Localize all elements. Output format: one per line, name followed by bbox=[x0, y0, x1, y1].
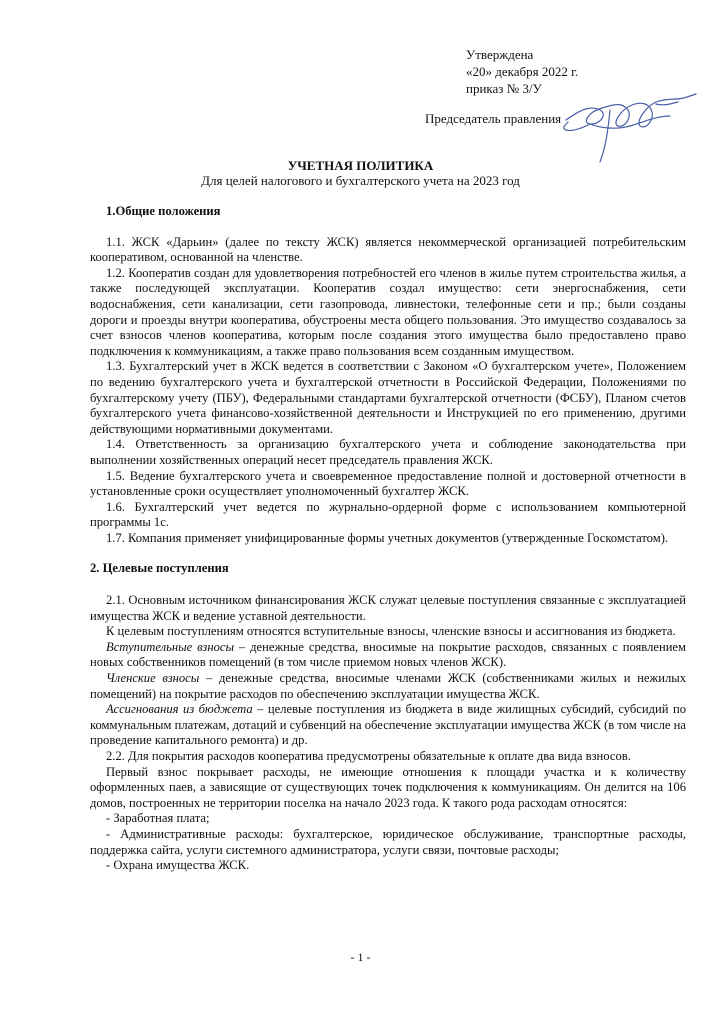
section-2-heading: 2. Целевые поступления bbox=[90, 561, 229, 576]
paragraph-1-3: 1.3. Бухгалтерский учет в ЖСК ведется в соответствии с Законом «О бухгалтерском учете», Положением по ведению бухгалтерского учета и бухгалтерской отчетности в Российской Федерации, Положениями по бухгалтерскому учету (ПБУ), Федеральными стандартами бухгалтерской отчетности (ФСБУ), Планом счетов бухгалтерского учета финансово-хозяйственной деятельности и Инструкцией по его применению, другими действующими нормативными документами. bbox=[90, 359, 686, 436]
definition-membership-fees bbox=[90, 671, 686, 702]
chair-label: Председатель правления bbox=[425, 111, 562, 126]
section-1-heading: 1.Общие положения bbox=[106, 204, 221, 218]
list-item-admin-expenses: - Административные расходы: бухгалтерское, юридическое обслуживание, транспортные расходы, поддержка сайта, услуги системного администратора, услуги связи, почтовые расходы; bbox=[90, 826, 686, 857]
definition-budget-allocations-text: – целевые поступления из бюджета в виде жилищных субсидий, субсидий по коммунальным платежам, дотаций и субвенций на обеспечение эксплуатации имущества ЖСК (в том числе на проведение капитального ремонта) и др. bbox=[90, 702, 686, 748]
paragraph-1-6: 1.6. Бухгалтерский учет ведется по журнально-ордерной форме с использованием компьютерной программы 1с. bbox=[90, 499, 686, 530]
paragraph-1-4: 1.4. Ответственность за организацию бухгалтерского учета и соблюдение законодательства при выполнении хозяйственных операций несет председатель правления ЖСК. bbox=[90, 437, 686, 467]
paragraph-2-2: 2.2. Для покрытия расходов кооператива предусмотрены обязательные к оплате два вида взносов. bbox=[106, 749, 631, 763]
term-entrance-fees: Вступительные взносы bbox=[106, 639, 234, 654]
paragraph-1-2: 1.2. Кооператив создан для удовлетворения потребностей его членов в жилье путем строительства жилья, а также последующей эксплуатации. Кооператив создал имущество: сети энергоснабжения, сети водоснабжения, сети канализации, сети газопровода, ливнестоки, телефонные сети и пр.; были созданы дороги и проезды внутри кооператива, обустроены места общего пользования. Это имущество создавалось за счет взносов членов кооператива, которым после создания этого имущества было предоставлено право подключения к коммуникациям, а также право пользования всем созданным имуществом. bbox=[90, 265, 686, 358]
paragraph-2-targets: К целевым поступлениям относятся вступительные взносы, членские взносы и ассигнования из бюджета. bbox=[106, 624, 676, 639]
document-subtitle: Для целей налогового и бухгалтерского учета на 2023 год bbox=[201, 173, 520, 188]
definition-budget-allocations bbox=[90, 702, 686, 749]
paragraph-2-1: 2.1. Основным источником финансирования ЖСК служат целевые поступления связанные с эксплуатацией имущества ЖСК и ведение уставной деятельности. bbox=[90, 593, 686, 623]
handwritten-signature bbox=[560, 80, 700, 170]
page-number: - 1 - bbox=[350, 950, 371, 964]
approval-line-1: Утверждена bbox=[466, 47, 534, 62]
list-item-salary: - Заработная плата; bbox=[106, 811, 210, 826]
approval-order: приказ № 3/У bbox=[466, 81, 542, 96]
paragraph-1-7: 1.7. Компания применяет унифицированные формы учетных документов (утвержденные Госкомстатом). bbox=[106, 530, 669, 545]
document-body bbox=[90, 204, 686, 874]
definition-membership-fees-text: – денежные средства, вносимые членами ЖСК (собственниками жилых и нежилых помещений) на покрытие расходов по обеспечению эксплуатации имущества ЖСК. bbox=[90, 671, 686, 701]
definition-entrance-fees-text: – денежные средства, вносимые на покрытие расходов, связанных с появлением новых собственников помещений (в том числе приемом новых членов ЖСК). bbox=[90, 639, 686, 670]
definition-entrance-fees bbox=[90, 640, 686, 671]
paragraph-1-5: 1.5. Ведение бухгалтерского учета и своевременное предоставление полной и достоверной отчетности в установленные сроки осуществляет уполномоченный бухгалтер ЖСК. bbox=[90, 468, 686, 499]
paragraph-first-fee: Первый взнос покрывает расходы, не имеющие отношения к площади участка и к количеству оформленных паев, а зависящие от существующих точек подключения к коммуникациям. Он делится на 106 домов, построенных не территории поселка на начало 2023 года. К такого рода расходам относятся: bbox=[90, 764, 686, 810]
term-budget-allocations: Ассигнования из бюджета bbox=[106, 702, 253, 717]
list-item-security: - Охрана имущества ЖСК. bbox=[106, 858, 250, 873]
paragraph-1-1: 1.1. ЖСК «Дарьин» (далее по тексту ЖСК) является некоммерческой организацией потребительским кооперативом, основанной на членстве. bbox=[90, 234, 686, 265]
approval-date: «20» декабря 2022 г. bbox=[466, 64, 579, 79]
document-title: УЧЕТНАЯ ПОЛИТИКА bbox=[287, 158, 434, 173]
term-membership-fees: Членские взносы bbox=[106, 671, 200, 686]
